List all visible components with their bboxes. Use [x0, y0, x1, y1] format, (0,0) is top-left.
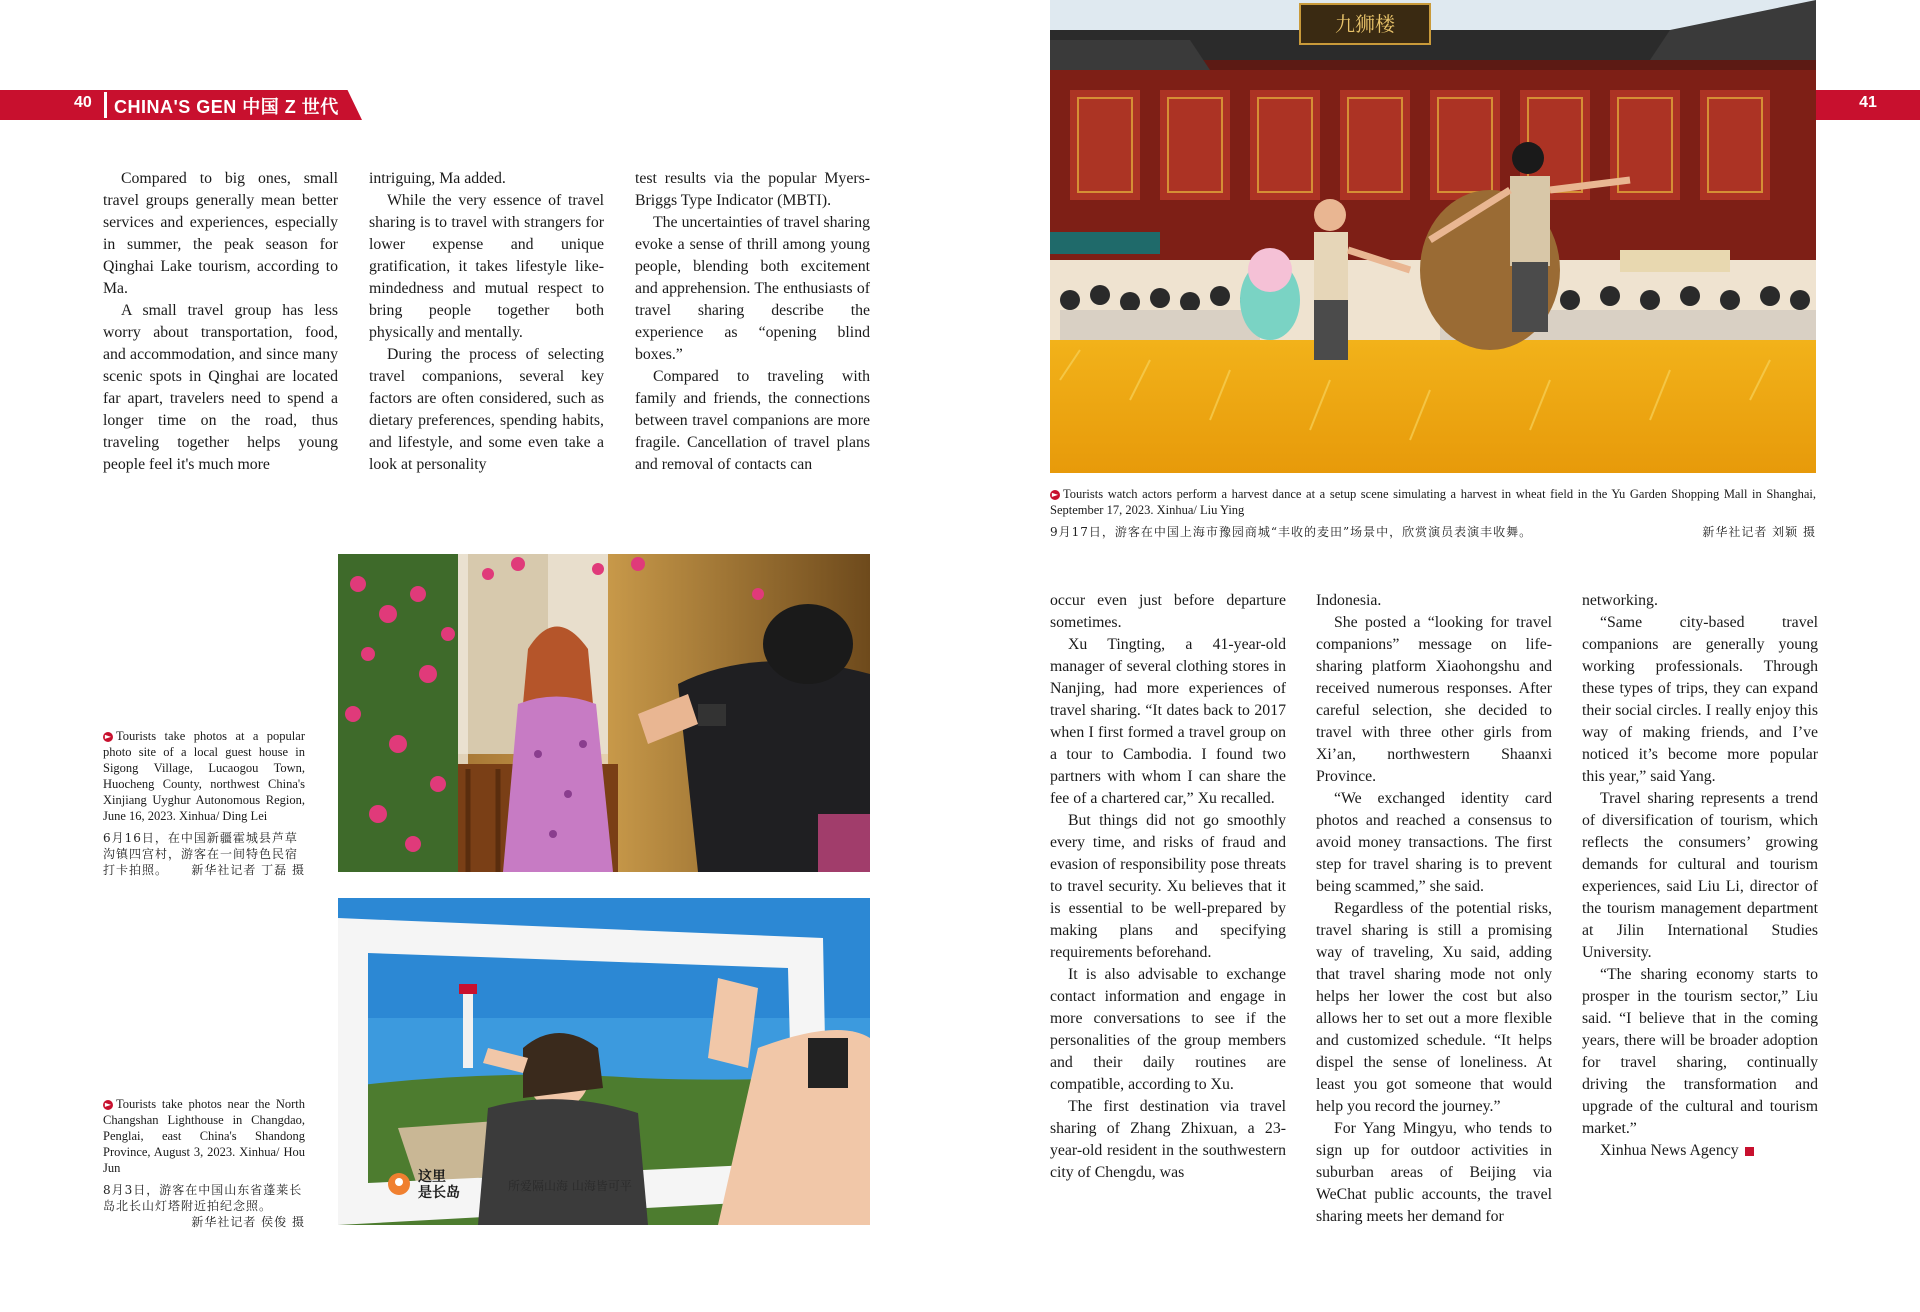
- paragraph: Compared to traveling with family and friends, the connections between travel companions are more fragile. Cancellation of travel plans and removal of contacts can: [635, 368, 870, 473]
- paragraph: It is also advisable to exchange contact information and engage in more conversations to see if the personalities of the group members and their daily routines are compatible, according to Xu.: [1050, 966, 1286, 1093]
- signature-text: Xinhua News Agency: [1600, 1142, 1739, 1159]
- caption-text: Tourists take photos at a popular photo site of a local guest house in Sigong Village, Lucaogou Town, Huocheng County, northwest China's Xinjiang Uyghur Autonomous Region, June 16, 2023. Xinhua/ Ding Lei: [103, 729, 305, 823]
- paragraph: She posted a “looking for travel companions” message on life-sharing platform Xiaohongshu and received numerous responses. After careful selection, she decided to travel with three other girls from Xi’an, northwestern Shaanxi Province.: [1316, 614, 1552, 785]
- paragraph: “We exchanged identity card photos and reached a consensus to avoid money transactions. The first step for travel sharing is to prevent being scammed,” she said.: [1316, 790, 1552, 895]
- caption-arrow-icon: ►: [104, 732, 112, 742]
- article-column-5: [1316, 590, 1552, 1228]
- paragraph: test results via the popular Myers-Briggs Type Indicator (MBTI).: [635, 170, 870, 209]
- article-column-4: [1050, 590, 1286, 1184]
- temple-plaque-text: 九狮楼: [1335, 12, 1395, 36]
- article-column-1: [103, 168, 338, 476]
- left-page-number: 40: [74, 94, 92, 111]
- guesthouse-photo-art: [338, 554, 870, 872]
- right-page-number: 41: [1859, 94, 1877, 111]
- caption-zh-credit: 新华社记者 侯俊 摄: [191, 1215, 305, 1229]
- guesthouse-caption: [103, 728, 305, 878]
- header-separator: [104, 92, 107, 118]
- lighthouse-caption: [103, 1096, 305, 1230]
- paragraph: A small travel group has less worry about transportation, food, and accommodation, and since many scenic spots in Qinghai are located far apart, travelers need to spend a longer time on the road, thus traveling together helps young people feel it's much more: [103, 302, 338, 473]
- paragraph: occur even just before departure sometimes.: [1050, 592, 1286, 631]
- yu-garden-photo: [1050, 0, 1816, 473]
- paragraph: Indonesia.: [1316, 592, 1382, 609]
- caption-text: Tourists take photos near the North Changshan Lighthouse in Changdao, Penglai, east China's Shandong Province, August 3, 2023. Xinhua/ Hou Jun: [103, 1097, 305, 1175]
- paragraph: Travel sharing represents a trend of diversification of tourism, which reflects the consumers’ growing demands for cultural and tourism experiences, said Liu Li, director of the tourism management department at Jilin International Studies University.: [1582, 790, 1818, 961]
- paragraph: “The sharing economy starts to prosper in the tourism sector,” Liu said. “I believe that in the coming years, there will be broader adoption for travel sharing, continually driving the transformation and upgrade of the cultural and tourism market.”: [1582, 966, 1818, 1137]
- paragraph: “Same city-based travel companions are generally young working professionals. Through these types of trips, they can expand their social circles. I really enjoy this way of making friends, and I’ve noticed it’s become more popular this year,” said Yang.: [1582, 614, 1818, 785]
- frame-text-2: 是长岛: [418, 1185, 460, 1201]
- end-mark-icon: [1745, 1147, 1754, 1156]
- frame-text-1: 这里: [418, 1169, 446, 1185]
- section-title: CHINA'S GEN 中国 Z 世代: [114, 97, 339, 117]
- caption-arrow-icon: ►: [104, 1100, 112, 1110]
- caption-zh-credit: 新华社记者 丁磊 摄: [191, 863, 305, 877]
- paragraph: Xu Tingting, a 41-year-old manager of several clothing stores in Nanjing, had more experiences of travel sharing. “It dates back to 2017 when I first formed a travel group on a tour to Cambodia. I found two partners with whom I can share the fee of a chartered car,” Xu recalled.: [1050, 636, 1286, 807]
- paragraph: networking.: [1582, 592, 1658, 609]
- caption-zh: 8月3日，游客在中国山东省蓬莱长岛北长山灯塔附近拍纪念照。: [103, 1183, 303, 1213]
- lighthouse-photo: [338, 898, 870, 1225]
- paragraph: While the very essence of travel sharing is to travel with strangers for lower expense and unique gratification, it takes lifestyle like-mindedness and mutual respect to bring people together both physically and mentally.: [369, 192, 604, 341]
- paragraph: For Yang Mingyu, who tends to sign up for outdoor activities in suburban areas of Beijing via WeChat public accounts, the travel sharing meets her demand for: [1316, 1120, 1552, 1225]
- yu-garden-photo-art: [1050, 0, 1816, 473]
- guesthouse-photo: [338, 554, 870, 872]
- paragraph: Regardless of the potential risks, travel sharing is still a promising way of traveling, Xu said, adding that travel sharing mode not only helps her lower the cost but also allows her to set out a more flexible and customized schedule. “It helps dispel the sense of loneliness. At least you got someone that would help you record the journey.”: [1316, 900, 1552, 1115]
- paragraph: The first destination via travel sharing of Zhang Zhixuan, a 23-year-old resident in the southwestern city of Chengdu, was: [1050, 1098, 1286, 1181]
- caption-zh: 6月16日，在中国新疆霍城县芦草沟镇四宫村，游客在一间特色民宿打卡拍照。: [103, 831, 299, 877]
- caption-zh-credit: 新华社记者 刘颖 摄: [1702, 525, 1816, 539]
- paragraph: Compared to big ones, small travel groups generally mean better services and experiences, especially in summer, the peak season for Qinghai Lake tourism, according to Ma.: [103, 170, 338, 297]
- article-signature: [1582, 1140, 1818, 1162]
- caption-zh: 9月17日，游客在中国上海市豫园商城“丰收的麦田”场景中，欣赏演员表演丰收舞。: [1050, 525, 1533, 539]
- yu-garden-caption: [1050, 486, 1816, 540]
- paragraph: intriguing, Ma added.: [369, 170, 506, 187]
- paragraph: The uncertainties of travel sharing evoke a sense of thrill among young people, blending both excitement and apprehension. The enthusiasts of travel sharing describe the experience as “opening blind boxes.”: [635, 214, 870, 363]
- caption-arrow-icon: ►: [1051, 490, 1059, 500]
- paragraph: But things did not go smoothly every time, and risks of fraud and evasion of responsibility pose threats to travel security. Xu believes that it is essential to be well-prepared by making plans and specifying requirements beforehand.: [1050, 812, 1286, 961]
- frame-text-3: 所爱隔山海 山海皆可平: [508, 1179, 632, 1193]
- article-column-3: [635, 168, 870, 476]
- caption-text: Tourists watch actors perform a harvest dance at a setup scene simulating a harvest in wheat field in the Yu Garden Shopping Mall in Shanghai, September 17, 2023. Xinhua/ Liu Ying: [1050, 487, 1816, 517]
- paragraph: During the process of selecting travel companions, several key factors are often considered, such as dietary preferences, spending habits, and lifestyle, and some even take a look at personality: [369, 346, 604, 473]
- lighthouse-photo-art: [338, 898, 870, 1225]
- article-column-6: [1582, 590, 1818, 1162]
- article-column-2: [369, 168, 604, 476]
